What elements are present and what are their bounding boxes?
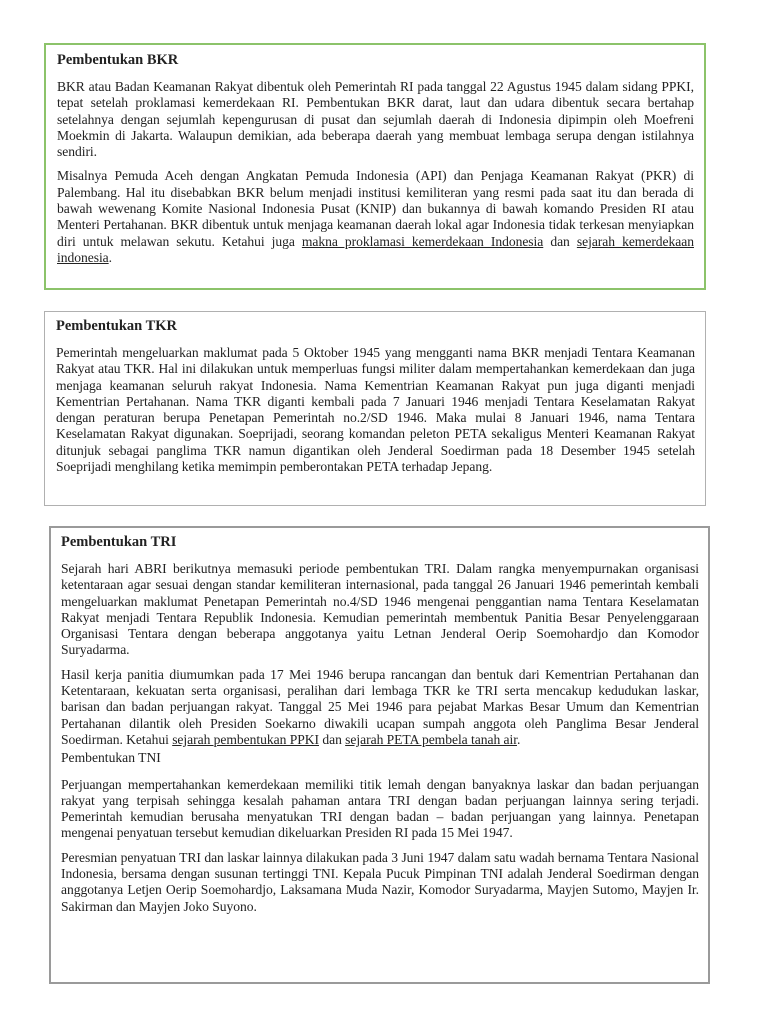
section-title-tni: Pembentukan TNI [61, 750, 161, 766]
period-text: . [108, 249, 113, 265]
paragraph-bkr-2 [57, 168, 694, 266]
paragraph-tni-2: Peresmian penyatuan TRI dan laskar lainnya dilakukan pada 3 Juni 1947 dalam satu wadah bernama Tentara Nasional Indonesia, bersama dengan susunan tertinggi TNI. Kepala Pucuk Pimpinan TNI adalah Jenderal Soedirman dengan anggotanya Letjen Oerip Soemohardjo, Laksamana Muda Nazir, Komodor Suryadarma, Mayjen Sutomo, Mayjen Ir. Sakirman dan Mayjen Joko Suyono. [61, 849, 699, 914]
connector-text: dan [543, 233, 577, 249]
paragraph-bkr-1: BKR atau Badan Keamanan Rakyat dibentuk oleh Pemerintah RI pada tanggal 22 Agustus 1945 dalam sidang PPKI, tepat setelah proklamasi kemerdekaan RI. Pembentukan BKR darat, laut dan udara dibentuk secara bertahap setelahnya dengan sejumlah kepengurusan di pusat dan sejumlah daerah di Indonesia dipimpin oleh Moefreni Moekmin di Jakarta. Walaupun demikian, ada beberapa daerah yang membuat lembaga serupa dengan istilahnya sendiri. [57, 79, 694, 160]
link-sejarah-kemerdekaan[interactable]: sejarah kemerdekaan indonesia [57, 233, 694, 265]
paragraph-bkr-2-text: Misalnya Pemuda Aceh dengan Angkatan Pemuda Indonesia (API) dan Penjaga Keamanan Rakyat (PKR) di Palembang. Hal itu disebabkan BKR belum menjadi institusi kemiliteran yang resmi pada saat itu dan berada di bawah wewenang Komite Nasional Indonesia Pusat (KNIP) dan bukannya di bawah komando Presiden RI atau Menteri Pertahanan. BKR dibentuk untuk menjaga keamanan daerah lokal agar Indonesia tidak terkesan menyiapkan diri untuk melawan sekutu. Ketahui juga [57, 168, 694, 249]
section-bkr [44, 43, 706, 290]
paragraph-tri-2 [61, 667, 699, 748]
section-title-bkr: Pembentukan BKR [57, 52, 179, 68]
section-tri [49, 526, 710, 984]
section-title-tkr: Pembentukan TKR [56, 318, 177, 334]
paragraph-tri-1: Sejarah hari ABRI berikutnya memasuki periode pembentukan TRI. Dalam rangka menyempurnakan organisasi ketentaraan agar sesuai dengan standar kemiliteran internasional, pada tanggal 26 Januari 1946 pemerintah kembali mengeluarkan maklumat Penetapan Pemerintah no.4/SD 1946 mengenai penggantian nama Tentara Keselamatan Rakyat menjadi Tentara Republik Indonesia. Kemudian pemerintah membentuk Panitia Besar Penyelenggaraan Organisasi Tentara dengan beberapa anggotanya yaitu Letnan Jenderal Oerip Soemohardjo dan Komodor Suryadarma. [61, 561, 699, 658]
link-sejarah-peta[interactable]: sejarah PETA pembela tanah air [345, 731, 517, 747]
section-title-tri: Pembentukan TRI [61, 534, 177, 550]
link-sejarah-ppki[interactable]: sejarah pembentukan PPKI [172, 731, 319, 747]
paragraph-tni-1: Perjuangan mempertahankan kemerdekaan memiliki titik lemah dengan banyaknya laskar dan badan perjuangan rakyat yang terpisah sehingga kesalah pahaman antara TRI dengan badan perjuangan lainnya sering terjadi. Pemerintah kemudian berusaha menyatukan TRI dengan badan – badan perjuangan yang lainnya. Penetapan mengenai penyatuan tersebut kemudian dikeluarkan Presiden RI pada 15 Mei 1947. [61, 776, 699, 841]
section-tkr [44, 311, 706, 506]
link-makna-proklamasi[interactable]: makna proklamasi kemerdekaan Indonesia [301, 233, 544, 249]
paragraph-tkr-1: Pemerintah mengeluarkan maklumat pada 5 Oktober 1945 yang mengganti nama BKR menjadi Tentara Keamanan Rakyat atau TKR. Hal ini dilakukan untuk memperluas fungsi militer dalam mempertahankan kemerdekaan dan juga menjaga keamanan seluruh rakyat Indonesia. Nama Kementrian Keamanan Rakyat pun juga diganti menjadi Kementrian Pertahanan. Nama TKR diganti kembali pada 7 Januari 1946 menjadi Tentara Keselamatan Rakyat dengan peraturan berupa Penetapan Pemerintah no.2/SD 1946. Maka mulai 8 Januari 1946, nama Tentara Keselamatan Rakyat digunakan. Soeprijadi, seorang komandan peleton PETA sekaligus Menteri Keamanan Rakyat ditunjuk sebagai panglima TKR namun digantikan oleh Jenderal Soedirman pada 18 Desember 1945 setelah Soeprijadi menghilang ketika memimpin pemberontakan PETA terhadap Jepang. [56, 345, 695, 475]
period-text: . [516, 731, 521, 747]
connector-text: dan [318, 731, 346, 747]
paragraph-tri-2-text: Hasil kerja panitia diumumkan pada 17 Mei 1946 berupa rancangan dan bentuk dari Kementrian Pertahanan dan Ketentaraan, kekuatan serta organisasi, peralihan dari lembaga TKR ke TRI serta mencakup kedudukan laskar, barisan dan badan perjuangan rakyat. Tanggal 25 Mei 1946 para pejabat Markas Besar Umum dan Kementrian Pertahanan dilantik oleh Presiden Soekarno diwakili ucapan sumpah anggota oleh Panglima Besar Jenderal Soedirman. Ketahui [61, 666, 699, 747]
